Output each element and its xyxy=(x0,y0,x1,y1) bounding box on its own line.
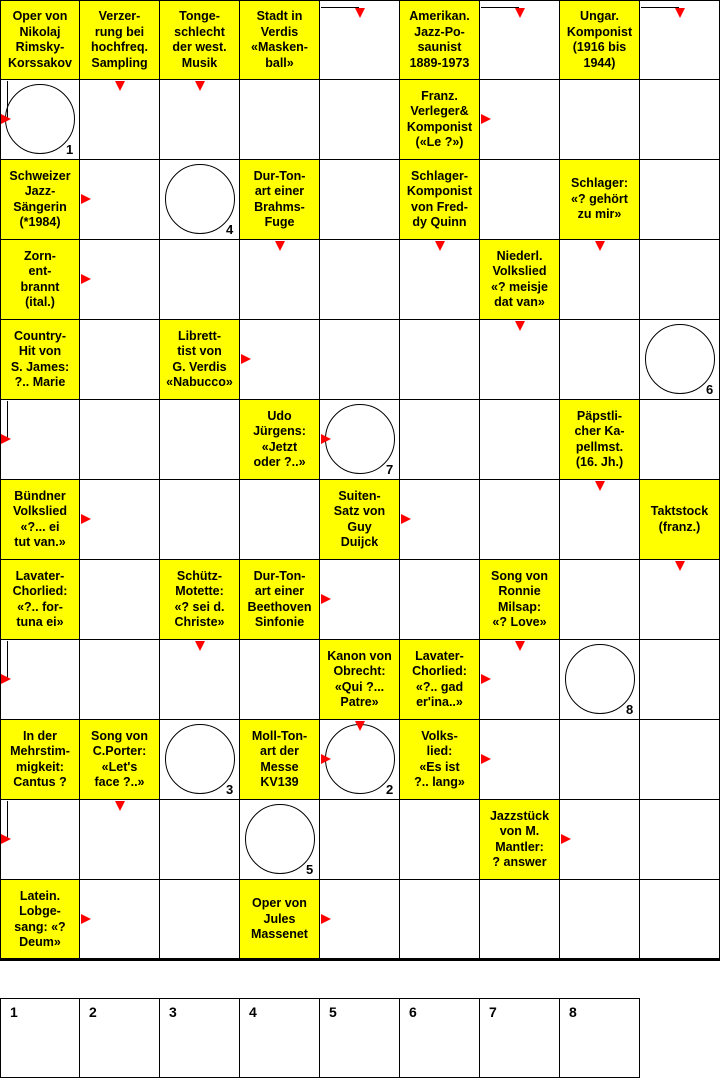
arrow-right-icon xyxy=(321,594,331,604)
answer-cell[interactable] xyxy=(400,480,480,560)
answer-cell[interactable] xyxy=(480,640,560,720)
arrow-stem xyxy=(641,7,679,8)
clue-text: Päpstli- cher Ka- pellmst. (16. Jh.) xyxy=(574,408,625,469)
answer-cell[interactable] xyxy=(560,480,640,560)
solution-marker-circle xyxy=(165,164,235,234)
clue-cell xyxy=(0,240,80,320)
clue-cell xyxy=(240,720,320,800)
answer-cell[interactable] xyxy=(480,320,560,400)
clue-text: Song von Ronnie Milsap: «? Love» xyxy=(491,568,548,629)
arrow-stem xyxy=(321,7,359,8)
answer-cell[interactable] xyxy=(640,640,720,720)
arrow-right-icon xyxy=(321,754,331,764)
solution-box[interactable] xyxy=(480,998,560,1078)
clue-text: Moll-Ton- art der Messe KV139 xyxy=(251,728,308,789)
clue-text: Niederl. Volkslied «? meisje dat van» xyxy=(491,248,548,309)
clue-cell xyxy=(0,560,80,640)
clue-text: Latein. Lobge- sang: «? Deum» xyxy=(14,888,66,949)
solution-box-number: 1 xyxy=(10,1004,18,1020)
arrow-down-icon xyxy=(595,241,605,251)
solution-marker-circle xyxy=(245,804,315,874)
solution-box[interactable] xyxy=(400,998,480,1078)
answer-cell[interactable] xyxy=(160,480,240,560)
answer-cell[interactable] xyxy=(80,160,160,240)
answer-cell[interactable] xyxy=(400,240,480,320)
clue-text: Volks- lied: «Es ist ?.. lang» xyxy=(414,728,465,789)
solution-box-number: 6 xyxy=(409,1004,417,1020)
arrow-right-icon xyxy=(1,834,11,844)
solution-marker-number: 2 xyxy=(386,782,394,797)
answer-cell[interactable] xyxy=(480,160,560,240)
clue-text: Schweizer Jazz- Sängerin (*1984) xyxy=(9,168,71,229)
arrow-down-icon xyxy=(515,8,525,18)
answer-cell[interactable] xyxy=(400,800,480,880)
clue-text: Oper von Nikolaj Rimsky- Korssakov xyxy=(8,9,72,70)
clue-text: Kanon von Obrecht: «Qui ?... Patre» xyxy=(327,648,392,709)
clue-cell xyxy=(560,0,640,80)
arrow-right-icon xyxy=(81,194,91,204)
arrow-down-icon xyxy=(115,801,125,811)
clue-text: Schütz- Motette: «? sei d. Christe» xyxy=(174,568,225,629)
clue-cell xyxy=(0,480,80,560)
solution-box-number: 5 xyxy=(329,1004,337,1020)
clue-cell xyxy=(400,640,480,720)
clue-text: Udo Jürgens: «Jetzt oder ?..» xyxy=(253,408,306,469)
solution-marker-number: 4 xyxy=(226,222,234,237)
clue-cell xyxy=(480,800,560,880)
solution-box[interactable] xyxy=(240,998,320,1078)
clue-cell xyxy=(0,320,80,400)
clue-cell xyxy=(160,560,240,640)
clue-cell xyxy=(240,880,320,960)
arrow-down-icon xyxy=(195,641,205,651)
arrow-right-icon xyxy=(561,834,571,844)
arrow-right-icon xyxy=(401,514,411,524)
answer-cell[interactable] xyxy=(480,880,560,960)
arrow-right-icon xyxy=(1,434,11,444)
clue-cell xyxy=(80,720,160,800)
arrow-right-icon xyxy=(81,914,91,924)
clue-text: Dur-Ton- art einer Brahms- Fuge xyxy=(253,168,306,229)
answer-cell[interactable] xyxy=(640,240,720,320)
clue-text: Stadt in Verdis «Masken- ball» xyxy=(251,9,308,70)
clue-text: Jazzstück von M. Mantler: ? answer xyxy=(489,808,550,869)
clue-text: Bündner Volkslied «?... ei tut van.» xyxy=(13,488,67,549)
answer-cell[interactable] xyxy=(480,400,560,480)
clue-text: Suiten- Satz von Guy Duijck xyxy=(333,488,386,549)
clue-cell xyxy=(160,0,240,80)
clue-cell xyxy=(0,720,80,800)
clue-cell xyxy=(0,0,80,80)
solution-marker-number: 7 xyxy=(386,462,394,477)
arrow-down-icon xyxy=(435,241,445,251)
arrow-right-icon xyxy=(481,674,491,684)
arrow-down-icon xyxy=(515,641,525,651)
clue-cell xyxy=(240,160,320,240)
answer-cell[interactable] xyxy=(320,800,400,880)
solution-marker-circle xyxy=(325,404,395,474)
arrow-down-icon xyxy=(115,81,125,91)
arrow-down-icon xyxy=(355,721,365,731)
solution-box[interactable] xyxy=(560,998,640,1078)
solution-marker-number: 5 xyxy=(306,862,314,877)
clue-cell xyxy=(480,560,560,640)
answer-cell[interactable] xyxy=(0,800,80,880)
answer-cell[interactable] xyxy=(80,640,160,720)
clue-text: Ungar. Komponist (1916 bis 1944) xyxy=(566,9,633,70)
answer-cell[interactable] xyxy=(240,480,320,560)
clue-text: Country- Hit von S. James: ?.. Marie xyxy=(10,328,70,389)
clue-cell xyxy=(320,480,400,560)
answer-cell[interactable] xyxy=(80,320,160,400)
answer-cell[interactable] xyxy=(80,480,160,560)
solution-box[interactable] xyxy=(160,998,240,1078)
answer-cell[interactable] xyxy=(400,400,480,480)
clue-cell xyxy=(240,560,320,640)
arrow-right-icon xyxy=(321,434,331,444)
clue-cell xyxy=(400,160,480,240)
answer-cell[interactable] xyxy=(640,880,720,960)
clue-cell xyxy=(560,400,640,480)
clue-text: Schlager- Komponist von Fred- dy Quinn xyxy=(406,168,473,229)
arrow-right-icon xyxy=(81,274,91,284)
clue-text: Song von C.Porter: «Let's face ?..» xyxy=(91,728,148,789)
clue-cell xyxy=(400,0,480,80)
arrow-right-icon xyxy=(241,354,251,364)
solution-marker-number: 3 xyxy=(226,782,234,797)
solution-marker-number: 8 xyxy=(626,702,634,717)
answer-cell[interactable] xyxy=(560,80,640,160)
clue-text: Verzer- rung bei hochfreq. Sampling xyxy=(91,9,148,70)
answer-cell[interactable] xyxy=(80,800,160,880)
clue-text: Tonge- schlecht der west. Musik xyxy=(172,9,227,70)
grid-divider xyxy=(0,958,720,961)
answer-cell[interactable] xyxy=(400,320,480,400)
arrow-stem xyxy=(481,7,519,8)
answer-cell[interactable] xyxy=(160,640,240,720)
clue-text: In der Mehrstim- migkeit: Cantus ? xyxy=(10,728,70,789)
clue-text: Oper von Jules Massenet xyxy=(251,896,308,942)
arrow-right-icon xyxy=(321,914,331,924)
solution-marker-circle xyxy=(325,724,395,794)
solution-marker-circle xyxy=(165,724,235,794)
answer-cell[interactable] xyxy=(80,880,160,960)
clue-cell xyxy=(400,80,480,160)
answer-cell[interactable] xyxy=(80,240,160,320)
answer-cell[interactable] xyxy=(400,880,480,960)
answer-cell[interactable] xyxy=(320,880,400,960)
answer-cell[interactable] xyxy=(560,560,640,640)
clue-text: Taktstock (franz.) xyxy=(650,504,709,534)
answer-cell[interactable] xyxy=(560,800,640,880)
clue-cell xyxy=(560,160,640,240)
answer-cell[interactable] xyxy=(240,320,320,400)
arrow-down-icon xyxy=(515,321,525,331)
arrow-right-icon xyxy=(81,514,91,524)
answer-cell[interactable] xyxy=(80,560,160,640)
arrow-right-icon xyxy=(1,674,11,684)
arrow-right-icon xyxy=(481,114,491,124)
solution-box[interactable] xyxy=(320,998,400,1078)
answer-cell[interactable] xyxy=(160,240,240,320)
answer-cell[interactable] xyxy=(480,80,560,160)
answer-cell[interactable] xyxy=(640,800,720,880)
answer-cell[interactable] xyxy=(160,800,240,880)
answer-cell[interactable] xyxy=(640,720,720,800)
answer-cell[interactable] xyxy=(640,160,720,240)
answer-cell[interactable] xyxy=(480,720,560,800)
answer-cell[interactable] xyxy=(640,400,720,480)
solution-marker-number: 6 xyxy=(706,382,714,397)
answer-cell[interactable] xyxy=(160,880,240,960)
solution-box-number: 3 xyxy=(169,1004,177,1020)
clue-cell xyxy=(160,320,240,400)
answer-cell[interactable] xyxy=(560,720,640,800)
clue-cell xyxy=(0,880,80,960)
solution-box[interactable] xyxy=(0,998,80,1078)
clue-text: Lavater- Chorlied: «?.. for- tuna ei» xyxy=(12,568,68,629)
answer-cell[interactable] xyxy=(560,240,640,320)
arrow-down-icon xyxy=(195,81,205,91)
clue-cell xyxy=(640,480,720,560)
clue-cell xyxy=(240,0,320,80)
answer-cell[interactable] xyxy=(80,80,160,160)
answer-cell[interactable] xyxy=(320,320,400,400)
arrow-down-icon xyxy=(355,8,365,18)
answer-cell[interactable] xyxy=(240,240,320,320)
clue-text: Amerikan. Jazz-Po- saunist 1889-1973 xyxy=(409,9,470,70)
solution-box-number: 2 xyxy=(89,1004,97,1020)
answer-cell[interactable] xyxy=(0,640,80,720)
answer-cell[interactable] xyxy=(640,560,720,640)
answer-cell[interactable] xyxy=(560,880,640,960)
clue-text: Dur-Ton- art einer Beethoven Sinfonie xyxy=(247,568,312,629)
answer-cell[interactable] xyxy=(240,80,320,160)
clue-cell xyxy=(80,0,160,80)
answer-cell[interactable] xyxy=(560,320,640,400)
clue-text: Lavater- Chorlied: «?.. gad er'ina..» xyxy=(412,648,467,709)
answer-cell[interactable] xyxy=(320,560,400,640)
arrow-down-icon xyxy=(675,8,685,18)
clue-text: Franz. Verleger& Komponist («Le ?») xyxy=(406,88,473,149)
solution-marker-circle xyxy=(565,644,635,714)
answer-cell[interactable] xyxy=(160,80,240,160)
arrow-down-icon xyxy=(595,481,605,491)
answer-cell[interactable] xyxy=(320,240,400,320)
clue-text: Zorn- ent- brannt (ital.) xyxy=(20,248,60,309)
clue-cell xyxy=(320,640,400,720)
answer-cell[interactable] xyxy=(240,640,320,720)
clue-cell xyxy=(400,720,480,800)
clue-text: Schlager: «? gehört zu mir» xyxy=(571,176,628,222)
answer-cell[interactable] xyxy=(0,400,80,480)
solution-box-number: 7 xyxy=(489,1004,497,1020)
solution-marker-circle xyxy=(645,324,715,394)
answer-cell[interactable] xyxy=(320,160,400,240)
solution-box-number: 4 xyxy=(249,1004,257,1020)
answer-cell[interactable] xyxy=(160,400,240,480)
arrow-down-icon xyxy=(675,561,685,571)
answer-cell[interactable] xyxy=(400,560,480,640)
answer-cell[interactable] xyxy=(320,80,400,160)
solution-marker-number: 1 xyxy=(66,142,74,157)
solution-box[interactable] xyxy=(80,998,160,1078)
clue-cell xyxy=(480,240,560,320)
answer-cell[interactable] xyxy=(480,480,560,560)
arrow-right-icon xyxy=(481,754,491,764)
answer-cell[interactable] xyxy=(640,80,720,160)
clue-cell xyxy=(0,160,80,240)
clue-text: Librett- tist von G. Verdis «Nabucco» xyxy=(166,328,233,389)
solution-marker-circle xyxy=(5,84,75,154)
answer-cell[interactable] xyxy=(80,400,160,480)
clue-cell xyxy=(240,400,320,480)
arrow-right-icon xyxy=(1,114,11,124)
solution-box-number: 8 xyxy=(569,1004,577,1020)
arrow-down-icon xyxy=(275,241,285,251)
